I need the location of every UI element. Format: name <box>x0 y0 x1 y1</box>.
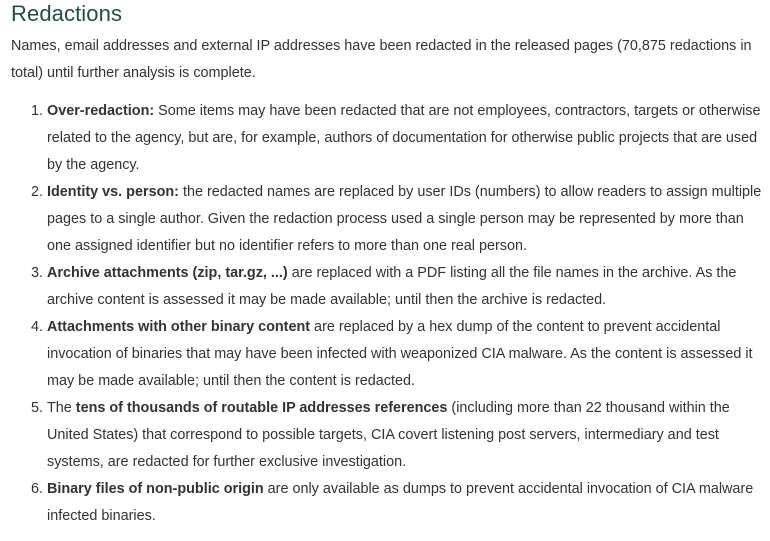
item-term: Archive attachments (zip, tar.gz, ...) <box>47 265 288 281</box>
list-item <box>47 476 762 530</box>
item-description: are replaced with a PDF listing all the file names in the archive. As the archive content is assessed it may be made available; until then the archive is redacted. <box>47 265 737 308</box>
list-item <box>47 98 762 179</box>
item-description: are replaced by a hex dump of the content to prevent accidental invocation of binaries that may have been infected with weaponized CIA malware. As the content is assessed it may be made available; until then the content is redacted. <box>47 319 753 389</box>
list-item <box>47 179 762 260</box>
item-term: Over-redaction: <box>47 103 155 119</box>
item-description: the redacted names are replaced by user IDs (numbers) to allow readers to assign multiple pages to a single author. Given the redaction process used a single person may be represented by more than one assigned identifier but no identifier refers to more than one real person. <box>47 184 762 254</box>
section-heading: Redactions <box>11 1 123 26</box>
list-item <box>47 395 762 476</box>
intro-paragraph: Names, email addresses and external IP addresses have been redacted in the released pages (70,875 redactions in total) until further analysis is complete. <box>11 38 752 81</box>
redaction-rules-list <box>11 98 762 530</box>
item-term: Binary files of non-public origin <box>47 481 264 497</box>
item-prefix: The <box>47 400 76 416</box>
item-term: tens of thousands of routable IP addresses references <box>75 400 448 416</box>
item-term: Attachments with other binary content <box>47 319 311 335</box>
item-term: Identity vs. person: <box>47 184 179 200</box>
item-description: Some items may have been redacted that are not employees, contractors, targets or otherwise related to the agency, but are, for example, authors of documentation for otherwise public projects that are used by the agency. <box>47 103 761 173</box>
item-description: (including more than 22 thousand within the United States) that correspond to possible targets, CIA covert listening post servers, intermediary and test systems, are redacted for further exclusive investigation. <box>47 400 730 470</box>
list-item <box>47 260 762 314</box>
list-item <box>47 314 762 395</box>
item-description: are only available as dumps to prevent accidental invocation of CIA malware infected binaries. <box>47 481 754 524</box>
